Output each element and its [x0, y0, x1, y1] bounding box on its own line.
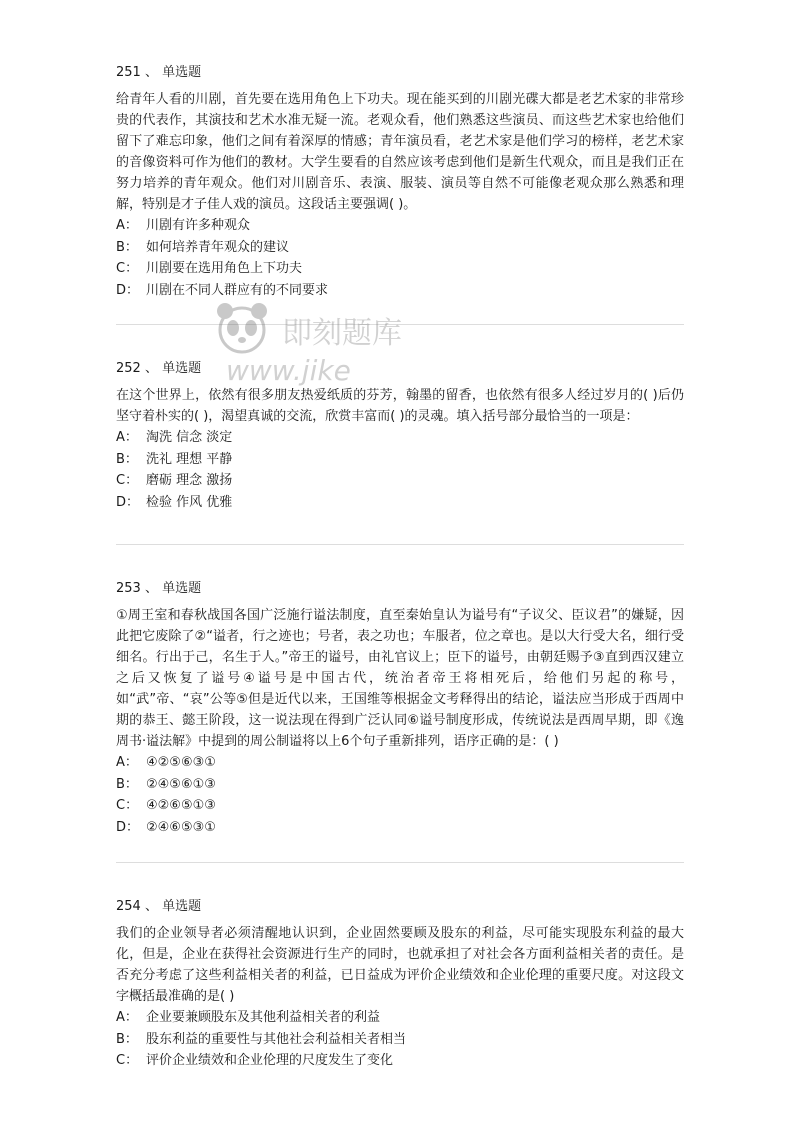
option-letter: A：	[116, 1010, 138, 1025]
option-letter: A：	[116, 430, 138, 445]
question-stem: 给青年人看的川剧，首先要在选用角色上下功夫。现在能买到的川剧光碟大都是老艺术家的非常珍贵的代表作，其演技和艺术水准无疑一流。老观众看，他们熟悉这些演员、而这些艺术家也给他们留下了难忘印象，他们之间有着深厚的情感；青年演员看，老艺术家是他们学习的榜样，老艺术家的音像资料可作为他们的教材。大学生要看的自然应该考虑到他们是新生代观众，而且是我们正在努力培养的青年观众。他们对川剧音乐、表演、服装、演员等自然不可能像老观众那么熟悉和理解，特别是才子佳人戏的演员。这段话主要强调( )。	[116, 92, 684, 212]
option-letter: C：	[116, 798, 139, 813]
option-a[interactable]	[116, 752, 684, 774]
option-b[interactable]	[116, 1029, 684, 1051]
option-text: 洗礼 理想 平静	[146, 451, 233, 467]
option-text: ④②⑥⑤①③	[146, 798, 216, 813]
option-c[interactable]	[116, 795, 684, 817]
option-letter: D：	[116, 494, 140, 510]
option-letter: C：	[116, 1053, 139, 1068]
option-a[interactable]	[116, 427, 684, 449]
option-c[interactable]	[116, 470, 684, 492]
option-text: 检验 作风 优雅	[146, 494, 233, 510]
divider	[116, 324, 684, 325]
question-stem: ①周王室和春秋战国各国广泛施行谥法制度，直至秦始皇认为谥号有“子议父、臣议君”的嫌疑，因此把它废除了②“谥者，行之迹也；号者，表之功也；车服者，位之章也。是以大行受大名，细行受细名。行出于己，名生于人。”帝王的谥号，由礼官议上；臣下的谥号，由朝廷赐予③直到西汉建立之后又恢复了谥号④谥号是中国古代，统治者帝王将相死后，给他们另起的称号，如“武”帝、“哀”公等⑤但是近代以来，王国维等根据金文考释得出的结论，谥法应当形成于西周中期的恭王、懿王阶段，这一说法现在得到广泛认同⑥谥号制度形成，传统说法是西周早期，即《逸周书·谥法解》中提到的周公制谥将以上6个句子重新排列，语序正确的是：( )	[116, 608, 684, 749]
question-stem: 我们的企业领导者必须清醒地认识到，企业固然要顾及股东的利益，尽可能实现股东利益的最大化，但是，企业在获得社会资源进行生产的同时，也就承担了对社会各方面利益相关者的责任。是否充分考虑了这些利益相关者的利益，已日益成为评价企业绩效和企业伦理的重要尺度。对这段文字概括最准确的是( )	[116, 926, 684, 1004]
watermark-url: www.jike	[226, 354, 351, 387]
option-a[interactable]	[116, 1007, 684, 1029]
option-letter: D：	[116, 819, 140, 835]
option-b[interactable]	[116, 237, 684, 259]
option-letter: C：	[116, 473, 139, 488]
option-letter: C：	[116, 261, 139, 276]
option-letter: B：	[116, 451, 138, 467]
option-d[interactable]	[116, 492, 684, 514]
option-d[interactable]	[116, 817, 684, 839]
option-letter: D：	[116, 282, 140, 298]
question-header	[116, 358, 684, 379]
question-number: 254 、	[116, 899, 158, 914]
question-253	[116, 578, 684, 838]
question-header	[116, 578, 684, 599]
option-text: 川剧有许多种观众	[146, 218, 251, 233]
watermark-brand: 即刻题库	[282, 316, 402, 351]
question-header	[116, 62, 684, 83]
option-d[interactable]	[116, 280, 684, 302]
question-header	[116, 896, 684, 917]
option-text: ②④⑥⑤③①	[146, 819, 216, 835]
divider	[116, 862, 684, 863]
option-text: 磨砺 理念 激扬	[146, 473, 233, 488]
option-text: 股东利益的重要性与其他社会利益相关者相当	[146, 1031, 407, 1047]
question-251	[116, 62, 684, 301]
question-number: 251 、	[116, 65, 158, 80]
question-type: 单选题	[162, 581, 202, 596]
option-text: 淘洗 信念 淡定	[146, 430, 233, 445]
question-stem: 在这个世界上，依然有很多朋友热爱纸质的芬芳，翰墨的留香，也依然有很多人经过岁月的( )后仍坚守着朴实的( )，渴望真诚的交流，欣赏丰富而( )的灵魂。填入括号部分最恰当的一项是：	[116, 388, 684, 424]
question-type: 单选题	[162, 899, 202, 914]
option-c[interactable]	[116, 258, 684, 280]
option-text: 评价企业绩效和企业伦理的尺度发生了变化	[146, 1053, 394, 1068]
option-letter: B：	[116, 239, 138, 255]
option-letter: A：	[116, 218, 138, 233]
question-number: 252 、	[116, 361, 158, 376]
divider	[116, 544, 684, 545]
question-254	[116, 896, 684, 1072]
option-letter: B：	[116, 1031, 138, 1047]
option-text: ④②⑤⑥③①	[146, 755, 216, 770]
option-letter: A：	[116, 755, 138, 770]
question-number: 253 、	[116, 581, 158, 596]
option-b[interactable]	[116, 774, 684, 796]
panda-logo-icon	[212, 298, 272, 358]
option-text: 企业要兼顾股东及其他利益相关者的利益	[146, 1010, 381, 1025]
question-type: 单选题	[162, 361, 202, 376]
option-text: 川剧要在选用角色上下功夫	[146, 261, 303, 276]
option-text: 如何培养青年观众的建议	[146, 239, 290, 255]
option-text: ②④⑤⑥①③	[146, 776, 216, 792]
option-letter: B：	[116, 776, 138, 792]
option-b[interactable]	[116, 449, 684, 471]
option-c[interactable]	[116, 1050, 684, 1072]
question-252	[116, 358, 684, 513]
question-type: 单选题	[162, 65, 202, 80]
option-a[interactable]	[116, 215, 684, 237]
option-text: 川剧在不同人群应有的不同要求	[146, 282, 329, 298]
